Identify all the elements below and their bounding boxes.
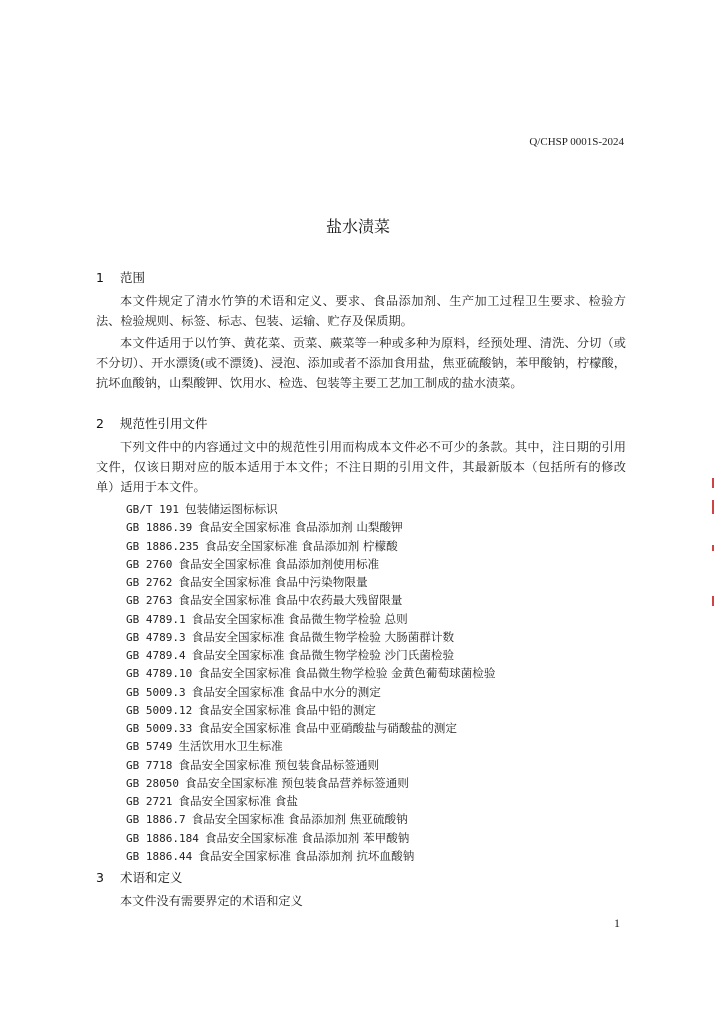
reference-item: GB 28050 食品安全国家标准 预包装食品营养标签通则 xyxy=(126,775,409,790)
reference-item: GB 4789.1 食品安全国家标准 食品微生物学检验 总则 xyxy=(126,611,408,626)
reference-item: GB 2721 食品安全国家标准 食盐 xyxy=(126,794,298,808)
reference-item: GB 1886.235 食品安全国家标准 食品添加剂 柠檬酸 xyxy=(126,538,398,553)
section-title: 规范性引用文件 xyxy=(119,416,208,431)
reference-item: GB 2760 食品安全国家标准 食品添加剂使用标准 xyxy=(126,556,380,571)
section-heading-normative-references xyxy=(96,414,208,432)
section-title: 术语和定义 xyxy=(119,870,183,885)
page-number: 1 xyxy=(614,916,620,930)
reference-list xyxy=(126,500,606,865)
reference-item: GB 1886.7 食品安全国家标准 食品添加剂 焦亚硫酸钠 xyxy=(126,812,408,827)
scan-edge-mark xyxy=(712,500,714,514)
scan-edge-mark xyxy=(712,545,714,551)
reference-item: GB 2762 食品安全国家标准 食品中污染物限量 xyxy=(126,575,368,589)
scan-edge-mark xyxy=(712,596,714,606)
section-number: 2 xyxy=(96,416,104,431)
reference-item: GB 1886.44 食品安全国家标准 食品添加剂 抗坏血酸钠 xyxy=(126,848,415,863)
section-heading-terms xyxy=(96,868,183,886)
reference-item: GB 2763 食品安全国家标准 食品中农药最大残留限量 xyxy=(126,593,403,608)
reference-item: GB 4789.4 食品安全国家标准 食品微生物学检验 沙门氏菌检验 xyxy=(126,648,455,662)
reference-item: GB 1886.184 食品安全国家标准 食品添加剂 苯甲酸钠 xyxy=(126,830,410,845)
terms-paragraph: 本文件没有需要界定的术语和定义 xyxy=(120,894,303,908)
reference-item: GB 7718 食品安全国家标准 预包装食品标签通则 xyxy=(126,757,380,772)
section-heading-scope xyxy=(96,268,145,286)
section-number: 3 xyxy=(96,870,104,885)
reference-item: GB 5749 生活饮用水卫生标准 xyxy=(126,739,283,754)
scope-paragraph-2: 本文件适用于以竹笋、黄花菜、贡菜、蕨菜等一种或多种为原料，经预处理、清洗、分切（或不分切）、开水漂烫(或不漂烫)、浸泡、添加或者不添加食用盐，焦亚硫酸钠，苯甲酸钠，柠檬酸，抗坏血酸钠，山梨酸钾、饮用水、检选、包装等主要工艺加工制成的盐水渍菜。 xyxy=(96,336,626,390)
reference-item: GB 5009.33 食品安全国家标准 食品中亚硝酸盐与硝酸盐的测定 xyxy=(126,721,457,735)
reference-item: GB 4789.3 食品安全国家标准 食品微生物学检验 大肠菌群计数 xyxy=(126,629,455,644)
reference-item: GB 1886.39 食品安全国家标准 食品添加剂 山梨酸钾 xyxy=(126,520,403,535)
scope-paragraph-1: 本文件规定了清水竹笋的术语和定义、要求、食品添加剂、生产加工过程卫生要求、检验方法、检验规则、标签、标志、包装、运输、贮存及保质期。 xyxy=(96,294,626,328)
section-title: 范围 xyxy=(119,270,145,285)
section-number: 1 xyxy=(96,270,104,285)
document-number: Q/CHSP 0001S-2024 xyxy=(529,136,624,148)
document-title: 盐水渍菜 xyxy=(325,217,390,236)
reference-item: GB 5009.12 食品安全国家标准 食品中铅的测定 xyxy=(126,702,376,717)
reference-item: GB 4789.10 食品安全国家标准 食品微生物学检验 金黄色葡萄球菌检验 xyxy=(126,666,496,681)
reference-item: GB/T 191 包装储运图标标识 xyxy=(126,502,278,516)
scan-edge-mark xyxy=(712,478,714,488)
references-intro-paragraph: 下列文件中的内容通过文中的规范性引用而构成本文件必不可少的条款。其中，注日期的引用文件，仅该日期对应的版本适用于本文件；不注日期的引用文件，其最新版本（包括所有的修改单）适用于本文件。 xyxy=(96,440,626,494)
reference-item: GB 5009.3 食品安全国家标准 食品中水分的测定 xyxy=(126,684,381,699)
